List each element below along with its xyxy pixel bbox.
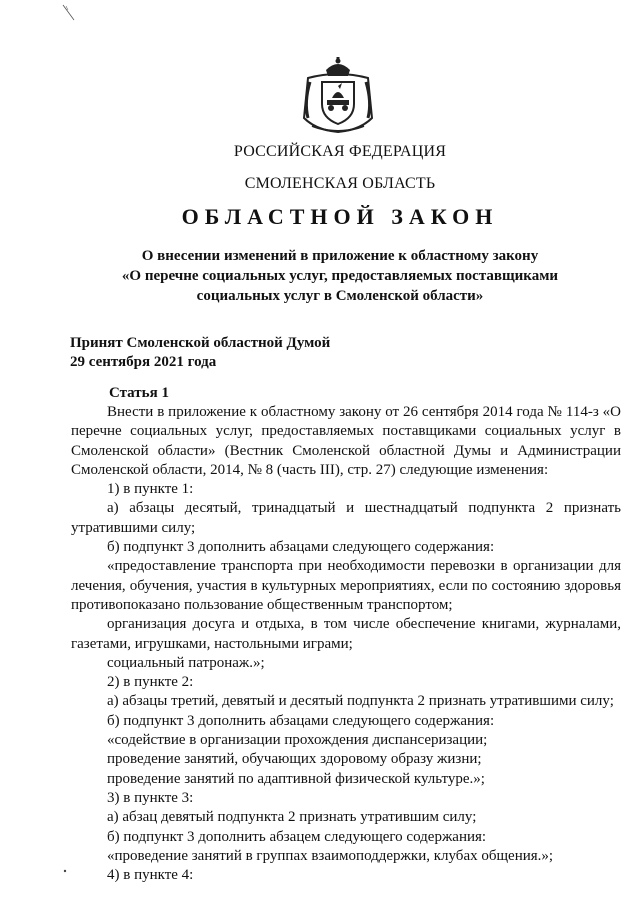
list-item: а) абзацы третий, девятый и десятый подпункта 2 признать утратившими силу; bbox=[107, 693, 614, 710]
list-item: «проведение занятий в группах взаимоподдержки, клубах общения.»; bbox=[107, 847, 554, 864]
list-item: а) абзацы десятый, тринадцатый и шестнадцатый подпункта 2 признать утратившими силу; bbox=[71, 500, 621, 536]
document-type-title: ОБЛАСТНОЙ ЗАКОН bbox=[181, 204, 499, 229]
coat-of-arms-icon bbox=[298, 56, 378, 136]
scan-dot-icon bbox=[62, 868, 68, 874]
list-item: 1) в пункте 1: bbox=[107, 481, 194, 498]
list-item: 4) в пункте 4: bbox=[107, 867, 194, 884]
list-item: б) подпункт 3 дополнить абзацами следующего содержания: bbox=[107, 539, 495, 556]
adoption-info bbox=[70, 334, 610, 372]
article-body bbox=[71, 403, 621, 885]
list-item: «предоставление транспорта при необходимости перевозки в организации для лечения, обучения, участия в культурных мероприятиях, если по состоянию здоровья противопоказано пользование общественным транспортом; bbox=[71, 558, 621, 613]
subtitle-line: социальных услуг в Смоленской области» bbox=[196, 288, 484, 304]
list-item: б) подпункт 3 дополнить абзацем следующего содержания: bbox=[107, 828, 487, 845]
list-item: проведение занятий по адаптивной физической культуре.»; bbox=[107, 770, 485, 787]
list-item: б) подпункт 3 дополнить абзацами следующего содержания: bbox=[107, 712, 495, 729]
region-heading: СМОЛЕНСКАЯ ОБЛАСТЬ bbox=[244, 175, 436, 192]
adoption-date: 29 сентября 2021 года bbox=[70, 354, 217, 370]
list-item: организация досуга и отдыха, в том числе обеспечение книгами, журналами, газетами, игрушками, настольными играми; bbox=[71, 616, 621, 652]
list-item: социальный патронаж.»; bbox=[107, 654, 265, 671]
list-item: а) абзац девятый подпункта 2 признать утратившим силу; bbox=[107, 809, 477, 826]
list-item: «содействие в организации прохождения диспансеризации; bbox=[107, 732, 488, 749]
list-item: 3) в пункте 3: bbox=[107, 789, 194, 806]
law-subtitle bbox=[40, 246, 640, 306]
scan-mark-icon bbox=[62, 4, 76, 22]
list-item: 2) в пункте 2: bbox=[107, 674, 194, 691]
adoption-line: Принят Смоленской областной Думой bbox=[70, 335, 331, 351]
article-intro: Внести в приложение к областному закону от 26 сентября 2014 года № 114-з «О перечне социальных услуг, предоставляемых поставщиками социальных услуг в Смоленской области» (Вестник Смоленской областной Думы и Администрации Смоленской области, 2014, № 8 (часть III), стр. 27) следующие изменения: bbox=[71, 404, 621, 478]
country-heading: РОССИЙСКАЯ ФЕДЕРАЦИЯ bbox=[233, 143, 447, 160]
subtitle-line: «О перечне социальных услуг, предоставляемых поставщиками bbox=[121, 268, 559, 284]
subtitle-line: О внесении изменений в приложение к областному закону bbox=[141, 248, 539, 264]
article-title: Статья 1 bbox=[109, 385, 169, 401]
list-item: проведение занятий, обучающих здоровому образу жизни; bbox=[107, 751, 482, 768]
